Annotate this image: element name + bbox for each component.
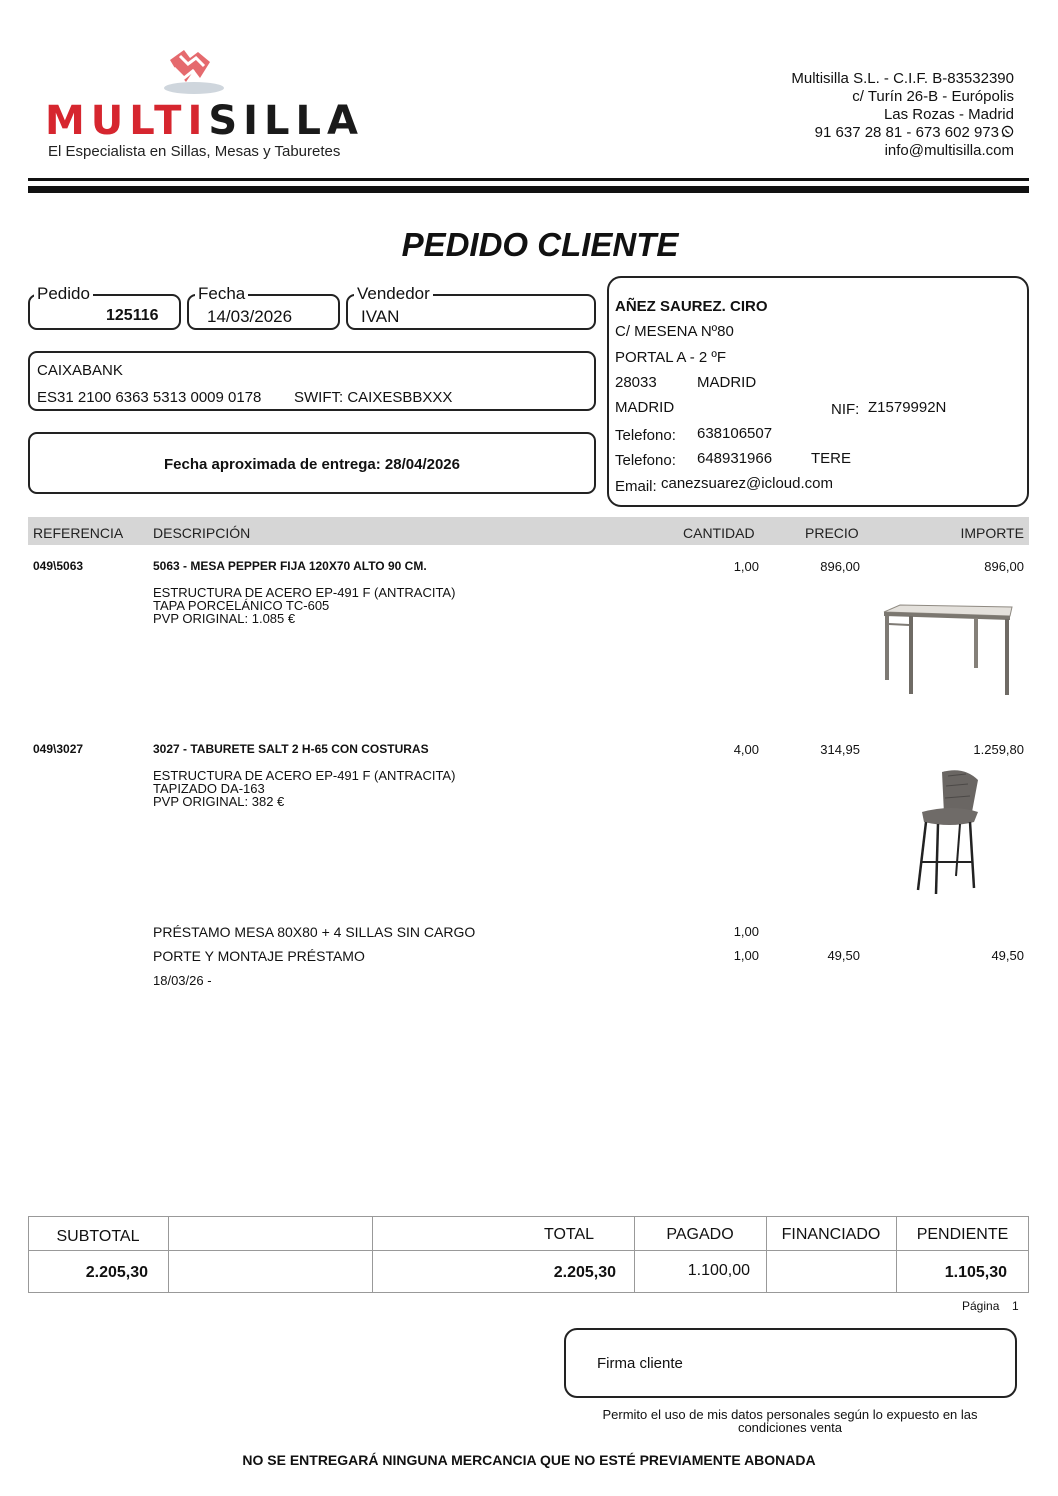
pending-label: PENDIENTE	[916, 1226, 1009, 1243]
totals-divider	[28, 1250, 1029, 1251]
customer-province: MADRID	[615, 399, 675, 416]
paid-label: PAGADO	[666, 1226, 734, 1243]
payment-warning: NO SE ENTREGARÁ NINGUNA MERCANCIA QUE NO ESTÉ PREVIAMENTE ABONADA	[242, 1452, 816, 1468]
item-detail: ESTRUCTURA DE ACERO EP-491 F (ANTRACITA)	[153, 585, 456, 600]
item-title: 3027 - TABURETE SALT 2 H-65 CON COSTURAS	[153, 742, 429, 756]
signature-label: Firma cliente	[597, 1355, 683, 1372]
extra-desc: 18/03/26 -	[153, 973, 212, 988]
item-detail: PVP ORIGINAL: 1.085 €	[153, 611, 296, 626]
customer-address1: C/ MESENA Nº80	[615, 323, 734, 340]
item-price: 314,95	[820, 742, 860, 757]
company-line-city: Las Rozas - Madrid	[883, 106, 1014, 123]
extra-price: 49,50	[827, 948, 860, 963]
whatsapp-icon	[1001, 125, 1014, 138]
total-label: TOTAL	[543, 1226, 595, 1243]
pending-value: 1.105,30	[944, 1264, 1007, 1281]
bank-swift: SWIFT: CAIXESBBXXX	[294, 389, 453, 406]
logo-text	[45, 98, 364, 144]
page-number: 1	[1012, 1299, 1019, 1313]
subtotal-value: 2.205,30	[85, 1264, 148, 1281]
customer-city: MADRID	[697, 374, 757, 391]
column-header-ref: REFERENCIA	[33, 525, 124, 541]
order-date-value: 14/03/2026	[207, 307, 293, 326]
column-header-price: PRECIO	[805, 525, 859, 541]
table-photo	[880, 602, 1014, 698]
company-line-name: Multisilla S.L. - C.I.F. B-83532390	[791, 70, 1014, 87]
customer-email-label: Email:	[615, 478, 657, 495]
item-detail: TAPIZADO DA-163	[153, 781, 265, 796]
customer-email: canezsuarez@icloud.com	[661, 475, 833, 492]
multisilla-logo-icon	[150, 48, 230, 100]
subtotal-label: SUBTOTAL	[56, 1228, 140, 1245]
totals-column-divider	[168, 1216, 169, 1293]
totals-column-divider	[372, 1216, 373, 1293]
item-amount: 1.259,80	[973, 742, 1024, 757]
paid-value: 1.100,00	[687, 1262, 750, 1279]
customer-nif-label: NIF:	[831, 401, 860, 418]
company-info	[694, 70, 1014, 160]
extra-amount: 49,50	[991, 948, 1024, 963]
item-qty: 4,00	[733, 742, 759, 757]
item-detail: ESTRUCTURA DE ACERO EP-491 F (ANTRACITA)	[153, 768, 456, 783]
stool-photo	[912, 768, 984, 896]
item-price: 896,00	[820, 559, 860, 574]
item-detail: PVP ORIGINAL: 382 €	[153, 794, 285, 809]
customer-postcode: 28033	[615, 374, 657, 391]
item-title: 5063 - MESA PEPPER FIJA 120X70 ALTO 90 CM.	[153, 559, 427, 573]
item-qty: 1,00	[733, 559, 759, 574]
customer-nif-value: Z1579992N	[868, 399, 947, 416]
privacy-notice: Permito el uso de mis datos personales según lo expuesto en las condiciones venta	[602, 1407, 978, 1435]
extra-qty: 1,00	[733, 948, 759, 963]
customer-phone1: 638106507	[697, 425, 773, 442]
extra-qty: 1,00	[733, 924, 759, 939]
item-ref: 049\3027	[33, 742, 84, 756]
page-title: PEDIDO CLIENTE	[401, 226, 679, 263]
column-header-amount: IMPORTE	[960, 525, 1024, 541]
column-header-qty: CANTIDAD	[683, 525, 755, 541]
customer-phone2-contact: TERE	[811, 450, 852, 467]
extra-desc: PORTE Y MONTAJE PRÉSTAMO	[153, 948, 365, 964]
header-rule-thick	[28, 186, 1029, 193]
item-detail: TAPA PORCELÁNICO TC-605	[153, 598, 330, 613]
bank-iban: ES31 2100 6363 5313 0009 0178	[37, 389, 262, 406]
order-number-label: Pedido	[34, 285, 93, 303]
bank-name: CAIXABANK	[37, 362, 123, 379]
company-phones: 91 637 28 81 - 673 602 973	[814, 124, 999, 141]
delivery-date: Fecha aproximada de entrega: 28/04/2026	[164, 456, 460, 473]
header-rule-thin	[28, 178, 1029, 181]
company-line-street: c/ Turín 26-B - Európolis	[852, 88, 1014, 105]
customer-name: AÑEZ SAUREZ. CIRO	[615, 298, 768, 315]
logo-text-silla: SILLA	[208, 98, 364, 144]
customer-address2: PORTAL A - 2 ºF	[615, 349, 727, 366]
customer-phone2-label: Telefono:	[615, 452, 676, 469]
order-date-label: Fecha	[195, 285, 248, 303]
column-header-desc: DESCRIPCIÓN	[153, 525, 251, 541]
customer-phone1-label: Telefono:	[615, 427, 676, 444]
customer-phone2: 648931966	[697, 450, 773, 467]
company-line-phones	[694, 124, 1014, 142]
seller-label: Vendedor	[354, 285, 433, 303]
company-line-email: info@multisilla.com	[884, 142, 1014, 159]
order-number-value: 125116	[106, 307, 159, 324]
logo-text-multi: MULTI	[45, 98, 209, 144]
item-amount: 896,00	[984, 559, 1024, 574]
item-ref: 049\5063	[33, 559, 84, 573]
financed-label: FINANCIADO	[781, 1226, 881, 1243]
seller-value: IVAN	[361, 307, 400, 326]
total-value: 2.205,30	[553, 1264, 616, 1281]
page-label: Página	[962, 1299, 1000, 1313]
logo-tagline: El Especialista en Sillas, Mesas y Taburetes	[48, 143, 341, 160]
extra-desc: PRÉSTAMO MESA 80X80 + 4 SILLAS SIN CARGO	[153, 924, 476, 940]
